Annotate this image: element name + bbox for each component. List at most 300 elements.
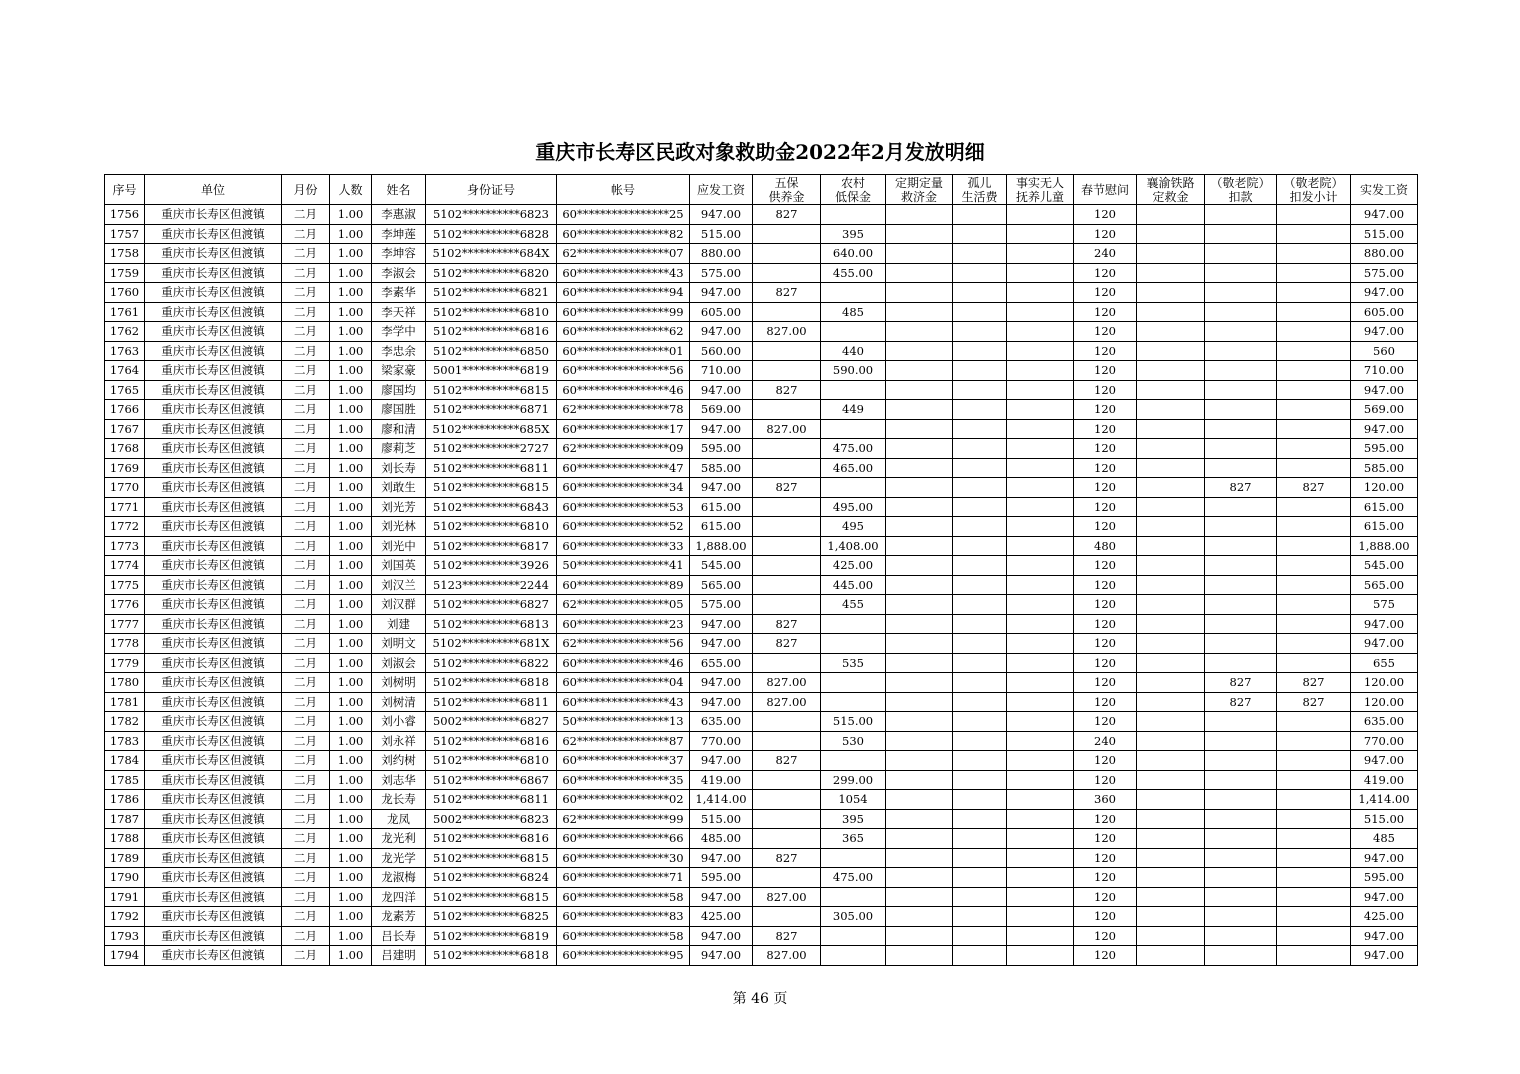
table-cell: 5102**********6815 xyxy=(426,478,557,498)
table-cell: 二月 xyxy=(282,712,330,732)
table-cell xyxy=(1007,809,1074,829)
table-cell: 二月 xyxy=(282,283,330,303)
table-cell: 重庆市长寿区但渡镇 xyxy=(145,946,282,966)
column-header: 身份证号 xyxy=(426,175,557,205)
table-cell: 827 xyxy=(1205,673,1277,693)
table-cell xyxy=(953,497,1007,517)
table-cell: 1.00 xyxy=(330,575,372,595)
table-cell: 二月 xyxy=(282,224,330,244)
table-cell: 5102**********6815 xyxy=(426,380,557,400)
table-cell xyxy=(886,536,953,556)
table-row xyxy=(105,575,1418,595)
table-row xyxy=(105,751,1418,771)
table-cell xyxy=(953,302,1007,322)
table-cell: 刘国英 xyxy=(372,556,426,576)
table-cell xyxy=(753,458,821,478)
table-cell xyxy=(1007,322,1074,342)
table-cell: 425.00 xyxy=(690,907,753,927)
table-cell xyxy=(1007,673,1074,693)
table-cell: 二月 xyxy=(282,634,330,654)
table-cell xyxy=(953,439,1007,459)
table-cell xyxy=(1007,478,1074,498)
table-cell xyxy=(1277,595,1351,615)
table-cell: 梁家豪 xyxy=(372,361,426,381)
table-cell: 1793 xyxy=(105,926,145,946)
table-cell xyxy=(1137,712,1205,732)
table-cell: 120 xyxy=(1074,478,1137,498)
table-cell: 120 xyxy=(1074,848,1137,868)
table-cell: 827 xyxy=(753,283,821,303)
table-cell: 1779 xyxy=(105,653,145,673)
table-cell xyxy=(953,712,1007,732)
table-cell: 1760 xyxy=(105,283,145,303)
table-cell: 947.00 xyxy=(1351,322,1418,342)
table-cell xyxy=(821,926,886,946)
table-cell xyxy=(821,673,886,693)
table-cell: 425.00 xyxy=(1351,907,1418,927)
table-cell: 495 xyxy=(821,517,886,537)
table-cell: 5102**********6818 xyxy=(426,673,557,693)
table-cell: 120 xyxy=(1074,224,1137,244)
table-cell: 120 xyxy=(1074,322,1137,342)
table-cell xyxy=(1205,302,1277,322)
table-cell: 二月 xyxy=(282,517,330,537)
table-cell xyxy=(1277,517,1351,537)
table-cell: 515.00 xyxy=(690,224,753,244)
table-cell: 947.00 xyxy=(1351,926,1418,946)
table-cell: 60****************94 xyxy=(557,283,690,303)
table-cell: 1.00 xyxy=(330,946,372,966)
table-cell: 827 xyxy=(1205,692,1277,712)
table-cell xyxy=(886,419,953,439)
table-cell: 60****************89 xyxy=(557,575,690,595)
table-cell: 50****************13 xyxy=(557,712,690,732)
table-cell xyxy=(1007,653,1074,673)
table-cell xyxy=(1137,556,1205,576)
table-cell: 5102**********6811 xyxy=(426,458,557,478)
table-cell: 947.00 xyxy=(1351,848,1418,868)
table-cell xyxy=(1007,829,1074,849)
table-cell xyxy=(1277,283,1351,303)
table-cell xyxy=(1277,556,1351,576)
table-cell xyxy=(1277,712,1351,732)
table-cell: 60****************37 xyxy=(557,751,690,771)
table-cell xyxy=(953,614,1007,634)
table-cell: 刘志华 xyxy=(372,770,426,790)
table-cell: 1771 xyxy=(105,497,145,517)
table-cell xyxy=(953,419,1007,439)
table-cell xyxy=(886,283,953,303)
table-cell xyxy=(1007,361,1074,381)
table-cell xyxy=(1007,283,1074,303)
table-cell xyxy=(821,634,886,654)
table-cell xyxy=(953,341,1007,361)
table-cell: 5102**********6815 xyxy=(426,848,557,868)
table-cell: 5102**********6850 xyxy=(426,341,557,361)
table-cell xyxy=(1137,790,1205,810)
table-cell: 刘小睿 xyxy=(372,712,426,732)
table-row xyxy=(105,302,1418,322)
table-cell: 重庆市长寿区但渡镇 xyxy=(145,224,282,244)
table-cell xyxy=(1007,946,1074,966)
table-cell xyxy=(753,224,821,244)
table-cell: 5102**********685X xyxy=(426,419,557,439)
table-cell: 重庆市长寿区但渡镇 xyxy=(145,536,282,556)
table-cell: 二月 xyxy=(282,731,330,751)
table-cell: 5102**********6816 xyxy=(426,322,557,342)
table-row xyxy=(105,536,1418,556)
table-cell: 廖莉芝 xyxy=(372,439,426,459)
table-cell: 449 xyxy=(821,400,886,420)
table-cell xyxy=(1277,614,1351,634)
table-cell: 120 xyxy=(1074,439,1137,459)
table-cell: 重庆市长寿区但渡镇 xyxy=(145,244,282,264)
table-cell: 1782 xyxy=(105,712,145,732)
table-cell xyxy=(953,751,1007,771)
table-cell: 重庆市长寿区但渡镇 xyxy=(145,712,282,732)
table-cell xyxy=(1137,419,1205,439)
table-cell: 827.00 xyxy=(753,692,821,712)
table-cell: 440 xyxy=(821,341,886,361)
table-cell: 465.00 xyxy=(821,458,886,478)
table-cell: 60****************02 xyxy=(557,790,690,810)
table-cell: 1.00 xyxy=(330,322,372,342)
table-cell: 1.00 xyxy=(330,205,372,225)
table-cell: 重庆市长寿区但渡镇 xyxy=(145,283,282,303)
table-cell xyxy=(1137,692,1205,712)
table-cell: 重庆市长寿区但渡镇 xyxy=(145,419,282,439)
column-header: 单位 xyxy=(145,175,282,205)
table-cell xyxy=(1137,380,1205,400)
table-cell: 二月 xyxy=(282,380,330,400)
table-cell: 60****************43 xyxy=(557,263,690,283)
table-cell xyxy=(1277,907,1351,927)
table-cell: 60****************53 xyxy=(557,497,690,517)
table-row xyxy=(105,634,1418,654)
table-cell: 龙淑梅 xyxy=(372,868,426,888)
table-cell xyxy=(1007,536,1074,556)
table-cell xyxy=(886,653,953,673)
table-cell: 二月 xyxy=(282,790,330,810)
table-cell: 二月 xyxy=(282,322,330,342)
table-cell: 1.00 xyxy=(330,224,372,244)
table-cell: 1.00 xyxy=(330,556,372,576)
table-cell xyxy=(1007,595,1074,615)
table-cell: 60****************23 xyxy=(557,614,690,634)
table-cell: 龙素芳 xyxy=(372,907,426,927)
table-cell: 515.00 xyxy=(1351,809,1418,829)
table-cell: 5102**********6810 xyxy=(426,517,557,537)
table-cell: 1.00 xyxy=(330,302,372,322)
table-cell: 1770 xyxy=(105,478,145,498)
table-cell xyxy=(1137,946,1205,966)
table-cell xyxy=(1205,868,1277,888)
table-cell xyxy=(821,322,886,342)
table-cell xyxy=(1137,517,1205,537)
table-cell: 1764 xyxy=(105,361,145,381)
table-cell: 重庆市长寿区但渡镇 xyxy=(145,263,282,283)
table-cell: 120 xyxy=(1074,692,1137,712)
table-row xyxy=(105,790,1418,810)
table-cell: 5002**********6823 xyxy=(426,809,557,829)
column-header: 农村 低保金 xyxy=(821,175,886,205)
table-cell: 二月 xyxy=(282,653,330,673)
table-row xyxy=(105,283,1418,303)
table-cell: 120 xyxy=(1074,302,1137,322)
column-header: （敬老院） 扣发小计 xyxy=(1277,175,1351,205)
table-cell xyxy=(1137,770,1205,790)
table-cell: 刘光芳 xyxy=(372,497,426,517)
table-cell: 二月 xyxy=(282,400,330,420)
table-cell: 120 xyxy=(1074,283,1137,303)
table-cell xyxy=(886,751,953,771)
table-cell: 二月 xyxy=(282,946,330,966)
table-cell xyxy=(1137,829,1205,849)
table-cell: 1784 xyxy=(105,751,145,771)
table-cell: 827.00 xyxy=(753,946,821,966)
table-cell xyxy=(821,419,886,439)
table-cell: 947.00 xyxy=(1351,946,1418,966)
table-cell xyxy=(886,946,953,966)
table-cell xyxy=(1137,400,1205,420)
table-cell: 947.00 xyxy=(690,380,753,400)
table-cell: 1.00 xyxy=(330,595,372,615)
table-cell: 395 xyxy=(821,809,886,829)
table-cell: 60****************17 xyxy=(557,419,690,439)
table-row xyxy=(105,809,1418,829)
table-cell xyxy=(1277,205,1351,225)
table-cell: 1.00 xyxy=(330,634,372,654)
table-cell: 5102**********6811 xyxy=(426,692,557,712)
table-cell: 120 xyxy=(1074,458,1137,478)
table-row xyxy=(105,829,1418,849)
table-row xyxy=(105,692,1418,712)
table-cell: 重庆市长寿区但渡镇 xyxy=(145,673,282,693)
column-header: 事实无人 抚养儿童 xyxy=(1007,175,1074,205)
table-cell: 5102**********6810 xyxy=(426,751,557,771)
table-cell xyxy=(886,400,953,420)
table-cell xyxy=(886,517,953,537)
table-cell xyxy=(1277,244,1351,264)
table-cell xyxy=(953,224,1007,244)
table-cell: 120 xyxy=(1074,595,1137,615)
table-cell: 二月 xyxy=(282,536,330,556)
column-header: 序号 xyxy=(105,175,145,205)
column-header: 定期定量 救济金 xyxy=(886,175,953,205)
table-cell xyxy=(953,478,1007,498)
table-cell: 1775 xyxy=(105,575,145,595)
table-cell: 827.00 xyxy=(753,887,821,907)
table-cell: 重庆市长寿区但渡镇 xyxy=(145,556,282,576)
table-cell: 二月 xyxy=(282,770,330,790)
table-cell: 240 xyxy=(1074,731,1137,751)
table-cell: 1766 xyxy=(105,400,145,420)
table-cell xyxy=(1007,205,1074,225)
table-cell: 二月 xyxy=(282,692,330,712)
table-cell xyxy=(821,887,886,907)
table-cell: 二月 xyxy=(282,341,330,361)
table-cell xyxy=(1277,361,1351,381)
table-cell: 827.00 xyxy=(753,322,821,342)
table-cell: 二月 xyxy=(282,595,330,615)
table-cell: 485 xyxy=(1351,829,1418,849)
table-cell: 重庆市长寿区但渡镇 xyxy=(145,634,282,654)
table-cell: 重庆市长寿区但渡镇 xyxy=(145,517,282,537)
table-cell: 455 xyxy=(821,595,886,615)
table-cell: 947.00 xyxy=(690,283,753,303)
table-cell: 1768 xyxy=(105,439,145,459)
table-cell: 5123**********2244 xyxy=(426,575,557,595)
table-cell: 重庆市长寿区但渡镇 xyxy=(145,653,282,673)
table-cell: 1.00 xyxy=(330,712,372,732)
table-cell xyxy=(1007,634,1074,654)
table-cell xyxy=(1137,244,1205,264)
column-header: 孤儿 生活费 xyxy=(953,175,1007,205)
table-cell: 770.00 xyxy=(1351,731,1418,751)
table-cell xyxy=(1137,341,1205,361)
table-cell: 5001**********6819 xyxy=(426,361,557,381)
table-cell xyxy=(821,692,886,712)
table-row xyxy=(105,458,1418,478)
table-cell: 535 xyxy=(821,653,886,673)
table-cell: 1792 xyxy=(105,907,145,927)
table-cell xyxy=(753,770,821,790)
table-cell: 1.00 xyxy=(330,244,372,264)
table-cell: 545.00 xyxy=(1351,556,1418,576)
table-cell xyxy=(953,731,1007,751)
table-cell: 947.00 xyxy=(1351,614,1418,634)
table-cell: 龙长寿 xyxy=(372,790,426,810)
table-cell xyxy=(1277,731,1351,751)
table-cell: 重庆市长寿区但渡镇 xyxy=(145,575,282,595)
page-title: 重庆市长寿区民政对象救助金2022年2月发放明细 xyxy=(535,140,985,164)
table-cell xyxy=(1137,731,1205,751)
table-cell xyxy=(1277,790,1351,810)
table-cell: 60****************34 xyxy=(557,478,690,498)
table-row xyxy=(105,731,1418,751)
table-cell: 60****************46 xyxy=(557,653,690,673)
table-cell: 120 xyxy=(1074,887,1137,907)
table-cell xyxy=(1205,595,1277,615)
table-cell: 1.00 xyxy=(330,692,372,712)
table-cell xyxy=(753,595,821,615)
table-cell: 120 xyxy=(1074,751,1137,771)
table-cell: 重庆市长寿区但渡镇 xyxy=(145,887,282,907)
table-cell: 1.00 xyxy=(330,497,372,517)
table-cell: 120 xyxy=(1074,517,1137,537)
table-cell xyxy=(886,887,953,907)
table-cell: 5102**********6813 xyxy=(426,614,557,634)
table-cell xyxy=(1277,380,1351,400)
table-cell: 重庆市长寿区但渡镇 xyxy=(145,205,282,225)
table-cell: 刘树明 xyxy=(372,673,426,693)
table-cell: 880.00 xyxy=(690,244,753,264)
table-cell: 635.00 xyxy=(1351,712,1418,732)
table-cell: 827.00 xyxy=(753,419,821,439)
table-cell: 60****************25 xyxy=(557,205,690,225)
table-row xyxy=(105,419,1418,439)
table-cell: 二月 xyxy=(282,419,330,439)
table-cell xyxy=(753,809,821,829)
table-cell: 二月 xyxy=(282,614,330,634)
table-cell xyxy=(1007,712,1074,732)
table-cell: 605.00 xyxy=(1351,302,1418,322)
table-cell: 5102**********6871 xyxy=(426,400,557,420)
table-cell: 60****************52 xyxy=(557,517,690,537)
table-cell: 947.00 xyxy=(1351,634,1418,654)
table-cell: 重庆市长寿区但渡镇 xyxy=(145,614,282,634)
table-cell xyxy=(1205,712,1277,732)
table-cell: 480 xyxy=(1074,536,1137,556)
table-cell: 60****************46 xyxy=(557,380,690,400)
table-cell xyxy=(886,673,953,693)
table-cell: 120 xyxy=(1074,673,1137,693)
table-cell: 120 xyxy=(1074,263,1137,283)
table-cell: 120 xyxy=(1074,614,1137,634)
table-cell: 二月 xyxy=(282,829,330,849)
column-header: 人数 xyxy=(330,175,372,205)
table-cell xyxy=(886,712,953,732)
table-cell: 1.00 xyxy=(330,653,372,673)
table-cell xyxy=(1205,751,1277,771)
table-cell: 595.00 xyxy=(690,868,753,888)
table-cell: 重庆市长寿区但渡镇 xyxy=(145,302,282,322)
table-cell xyxy=(1137,458,1205,478)
table-cell xyxy=(1137,263,1205,283)
table-cell: 1.00 xyxy=(330,790,372,810)
table-cell xyxy=(953,380,1007,400)
table-row xyxy=(105,224,1418,244)
table-cell xyxy=(1277,868,1351,888)
table-cell: 947.00 xyxy=(690,478,753,498)
table-cell: 455.00 xyxy=(821,263,886,283)
table-cell: 120 xyxy=(1074,868,1137,888)
table-cell: 1785 xyxy=(105,770,145,790)
table-cell: 李惠淑 xyxy=(372,205,426,225)
table-cell: 475.00 xyxy=(821,868,886,888)
table-cell: 二月 xyxy=(282,575,330,595)
table-cell xyxy=(821,380,886,400)
table-cell: 62****************87 xyxy=(557,731,690,751)
table-cell xyxy=(886,634,953,654)
table-cell: 1756 xyxy=(105,205,145,225)
table-cell xyxy=(1137,634,1205,654)
table-cell xyxy=(1137,283,1205,303)
table-cell xyxy=(953,634,1007,654)
table-cell xyxy=(1205,556,1277,576)
table-cell xyxy=(953,595,1007,615)
table-cell xyxy=(886,595,953,615)
table-cell xyxy=(1007,556,1074,576)
table-cell: 廖和清 xyxy=(372,419,426,439)
table-row xyxy=(105,263,1418,283)
table-cell: 62****************05 xyxy=(557,595,690,615)
table-cell: 1.00 xyxy=(330,907,372,927)
table-cell: 1.00 xyxy=(330,926,372,946)
table-cell: 重庆市长寿区但渡镇 xyxy=(145,458,282,478)
table-cell: 120 xyxy=(1074,497,1137,517)
table-cell: 二月 xyxy=(282,497,330,517)
table-cell xyxy=(1205,926,1277,946)
table-cell xyxy=(886,439,953,459)
table-cell xyxy=(886,926,953,946)
table-row xyxy=(105,595,1418,615)
table-row xyxy=(105,556,1418,576)
table-cell xyxy=(1007,751,1074,771)
table-cell xyxy=(1277,770,1351,790)
table-cell xyxy=(1007,887,1074,907)
table-cell xyxy=(1007,868,1074,888)
